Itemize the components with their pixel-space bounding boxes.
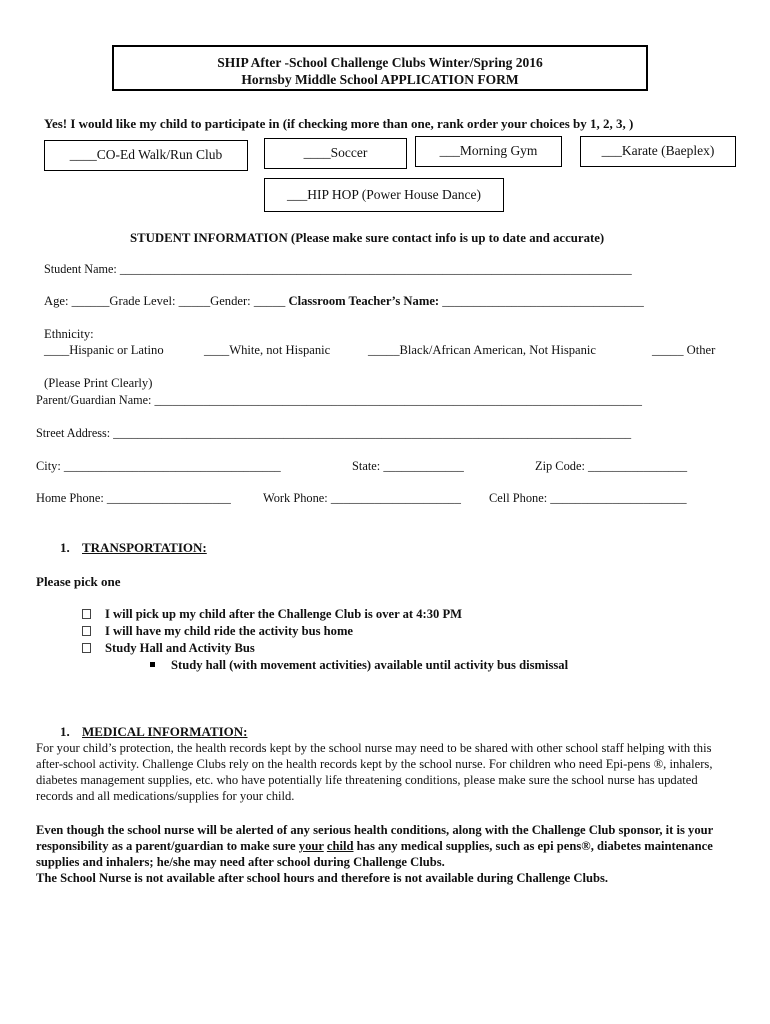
- transport-option-bus[interactable]: [82, 624, 353, 639]
- checkbox-icon[interactable]: [82, 609, 91, 619]
- parent-name-field[interactable]: Parent/Guardian Name: ________________________________________________________________________________: [36, 393, 642, 407]
- pick-one-label: Please pick one: [36, 574, 121, 589]
- form-title-line2: Hornsby Middle School APPLICATION FORM: [241, 72, 519, 87]
- choice-soccer[interactable]: ____Soccer: [264, 138, 407, 169]
- ethnicity-hispanic-option[interactable]: ____Hispanic or Latino: [44, 343, 164, 357]
- choice-walk-run-club[interactable]: ____CO-Ed Walk/Run Club: [44, 140, 248, 171]
- study-hall-detail-text: Study hall (with movement activities) available until activity bus dismissal: [171, 658, 569, 672]
- emphasis-your: your: [298, 839, 324, 853]
- transport-option-study-hall[interactable]: [82, 641, 255, 656]
- medical-paragraph-2-start: Even though the school nurse will be alerted of any serious health conditions, along with the Challenge Club sponsor, it is your responsibility as a parent/guardian to make sure: [36, 823, 713, 853]
- ethnicity-black-option[interactable]: _____Black/African American, Not Hispanic: [368, 343, 597, 357]
- transportation-heading: TRANSPORTATION:: [82, 540, 207, 555]
- work-phone-field[interactable]: Work Phone: _____________________: [263, 491, 461, 505]
- cell-phone-field[interactable]: Cell Phone: ______________________: [489, 491, 687, 505]
- teacher-name-blank: ________________________________: [439, 294, 644, 308]
- ethnicity-other-option[interactable]: _____ Other: [652, 343, 716, 357]
- ethnicity-white-option[interactable]: ____White, not Hispanic: [204, 343, 331, 357]
- choice-hip-hop[interactable]: ___HIP HOP (Power House Dance): [264, 178, 504, 212]
- print-clearly-note: (Please Print Clearly): [44, 376, 153, 390]
- transport-option-study-hall-label: Study Hall and Activity Bus: [105, 641, 255, 655]
- choice-morning-gym[interactable]: ___Morning Gym: [415, 136, 562, 167]
- transport-option-pickup-label: I will pick up my child after the Challenge Club is over at 4:30 PM: [105, 607, 463, 621]
- intro-text: Yes! I would like my child to participate in (if checking more than one, rank order your choices by 1, 2, 3, ): [44, 116, 634, 131]
- form-title-line1: SHIP After -School Challenge Clubs Winter/Spring 2016: [217, 55, 543, 70]
- medical-heading: MEDICAL INFORMATION:: [82, 724, 248, 739]
- form-title-box: [112, 45, 648, 91]
- checkbox-icon[interactable]: [82, 626, 91, 636]
- student-info-heading: STUDENT INFORMATION (Please make sure contact info is up to date and accurate): [130, 231, 605, 245]
- medical-paragraph-2-end: has any medical supplies, such as epi pens®, diabetes maintenance supplies and inhalers; he/she may need after school during Challenge Clubs.: [36, 839, 713, 869]
- city-field[interactable]: City: ___________________________________: [36, 459, 281, 473]
- bullet-square-icon: [150, 662, 155, 667]
- state-field[interactable]: State: _____________: [352, 459, 464, 473]
- zip-code-field[interactable]: Zip Code: ________________: [535, 459, 688, 473]
- medical-paragraph-2: [36, 822, 736, 886]
- home-phone-field[interactable]: Home Phone: ____________________: [36, 491, 231, 505]
- street-address-field[interactable]: Street Address: _____________________________________________________________________________________: [36, 426, 632, 440]
- emphasis-child: child: [326, 839, 354, 853]
- student-name-field[interactable]: Student Name: ____________________________________________________________________________________: [44, 262, 632, 276]
- age-grade-gender-line[interactable]: [44, 294, 644, 309]
- study-hall-detail: [150, 658, 568, 673]
- medical-number: 1.: [60, 724, 70, 739]
- ethnicity-label: Ethnicity:: [44, 327, 94, 341]
- transport-option-pickup[interactable]: [82, 607, 462, 622]
- medical-paragraph-3: The School Nurse is not available after school hours and therefore is not available during Challenge Clubs.: [36, 871, 609, 885]
- choice-karate[interactable]: ___Karate (Baeplex): [580, 136, 736, 167]
- checkbox-icon[interactable]: [82, 643, 91, 653]
- age-grade-gender-field: Age: ______Grade Level: _____Gender: _____: [44, 294, 289, 308]
- medical-paragraph-1: For your child’s protection, the health records kept by the school nurse may need to be shared with other school staff helping with this after-school activity. Challenge Clubs rely on the health records kept by the school nurse. For children who need Epi-pens ®, inhalers, diabetes management supplies, etc. who have potentially life threatening conditions, please make sure the school nurse has updated records and all medications/supplies for your child.: [36, 741, 713, 803]
- teacher-name-label: Classroom Teacher’s Name:: [288, 294, 440, 308]
- transport-option-bus-label: I will have my child ride the activity bus home: [105, 624, 354, 638]
- transportation-number: 1.: [60, 540, 70, 555]
